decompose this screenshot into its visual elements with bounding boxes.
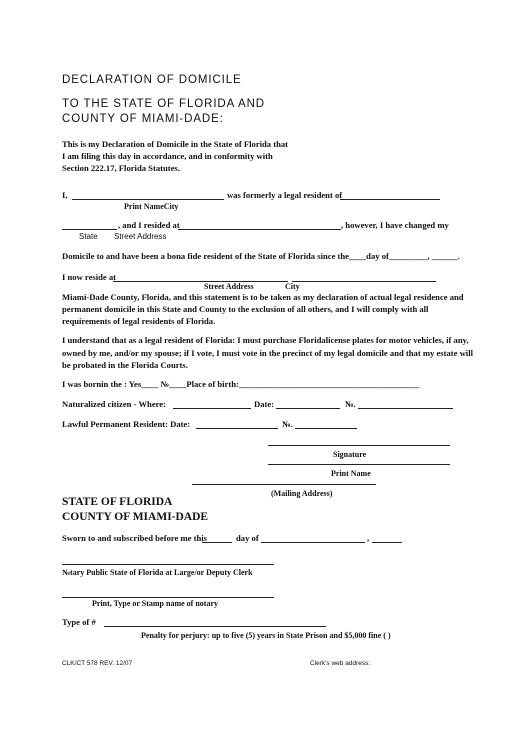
declaration-para-2: permanent domicile in this State and County to the exclusion of all others, and I will comply with all — [62, 304, 429, 314]
declaration-para-1: Miami-Dade County, Florida, and this statement is to be taken as my declaration of actual legal residence and — [62, 292, 464, 302]
naturalized-number-label: №. — [345, 399, 356, 409]
understand-line-1: I understand that as a legal resident of Florida: I must purchase Floridalicense plates for motor vehicles, if any, — [62, 335, 469, 345]
naturalized-date-label: Date: — [254, 399, 275, 409]
changed-my-text: , however, I have changed my — [341, 220, 449, 230]
understand-line-3: be probated in the Florida Courts. — [62, 360, 188, 370]
notary-public-label: №tary Public State of Florida at Large/or Deputy Clerk — [62, 568, 253, 577]
mailing-address-field[interactable] — [192, 484, 376, 485]
state-label: State — [79, 232, 98, 241]
resided-at-text: , and I resided at — [118, 220, 180, 230]
naturalized-number-field[interactable] — [358, 408, 453, 409]
print-name-city-label: Print NameCity — [124, 202, 179, 211]
i-label: I, — [62, 190, 68, 200]
sworn-label: Sworn to and subscribed before me this — [62, 533, 207, 543]
signature-field[interactable] — [268, 445, 450, 446]
sworn-day-of-label: day of — [236, 533, 259, 543]
addressee-line-2: COUNTY OF MIAMI-DADE: — [62, 113, 224, 125]
form-title: DECLARATION OF DOMICILE — [62, 74, 242, 86]
print-name-field[interactable] — [268, 464, 450, 465]
formerly-resident-text: was formerly a legal resident of — [227, 190, 343, 200]
notary-print-label: Print, Type or Stamp name of notary — [92, 599, 218, 608]
permanent-resident-label: Lawful Permanent Resident: Date: — [62, 419, 191, 429]
sworn-day-field[interactable] — [202, 542, 232, 543]
id-number-field[interactable] — [104, 626, 326, 627]
intro-line-2: I am filing this day in accordance, and in conformity with — [62, 151, 273, 161]
sworn-comma: , — [367, 533, 370, 543]
type-of-id-label: Type of # — [62, 617, 96, 627]
name-field[interactable] — [72, 199, 224, 200]
former-state-field[interactable] — [62, 229, 117, 230]
notary-signature-field[interactable] — [62, 564, 274, 565]
addressee-line-1: TO THE STATE OF FLORIDA AND — [62, 98, 266, 110]
county-heading: COUNTY OF MIAMI-DADE — [62, 511, 209, 523]
notary-name-field[interactable] — [62, 597, 274, 598]
permanent-number-label: №. — [282, 419, 293, 429]
permanent-number-field[interactable] — [295, 428, 357, 429]
naturalized-label: Naturalized citizen - Where: — [62, 399, 166, 409]
print-name-label: Print Name — [331, 469, 371, 478]
birth-line: I was bornin the : Yes____ №____Place of birth:__________________________________________ — [62, 379, 420, 389]
declaration-para-3: requirements of legal residents of Florida. — [62, 316, 216, 326]
signature-label: Signature — [333, 450, 367, 459]
penalty-notice: Penalty for perjury: up to five (5) years in State Prison and $5,000 fine ( ) — [141, 631, 391, 640]
clerk-web-address: Clerk's web address: — [310, 660, 371, 667]
mailing-address-label: (Mailing Address) — [271, 489, 333, 498]
understand-line-2: owned by me, and/or my spouse; if I vote, I must vote in the precinct of my legal domicile and that my estate will — [62, 348, 473, 358]
naturalized-date-field[interactable] — [276, 408, 340, 409]
form-number: CLK/CT 578 REV. 12/07 — [62, 660, 133, 667]
street-address-label: Street Address — [114, 232, 167, 241]
current-street-field[interactable] — [113, 281, 288, 282]
sworn-year-field[interactable] — [372, 542, 402, 543]
reside-at-label: I now reside at — [62, 272, 117, 282]
state-heading: STATE OF FLORIDA — [62, 496, 173, 508]
current-street-label: Street Address — [204, 282, 254, 291]
intro-line-1: This is my Declaration of Domicile in the State of Florida that — [62, 139, 289, 149]
sworn-month-field[interactable] — [261, 542, 365, 543]
former-city-field[interactable] — [340, 199, 440, 200]
intro-line-3: Section 222.17, Florida Statutes. — [62, 163, 180, 173]
current-city-field[interactable] — [292, 281, 436, 282]
domicile-since-text: Domicile to and have been a bona fide resident of the State of Florida since the____day of_________, ______. — [62, 251, 460, 261]
naturalized-where-field[interactable] — [173, 408, 251, 409]
former-address-field[interactable] — [178, 229, 341, 230]
current-city-label: City — [285, 282, 300, 291]
permanent-date-field[interactable] — [196, 428, 278, 429]
